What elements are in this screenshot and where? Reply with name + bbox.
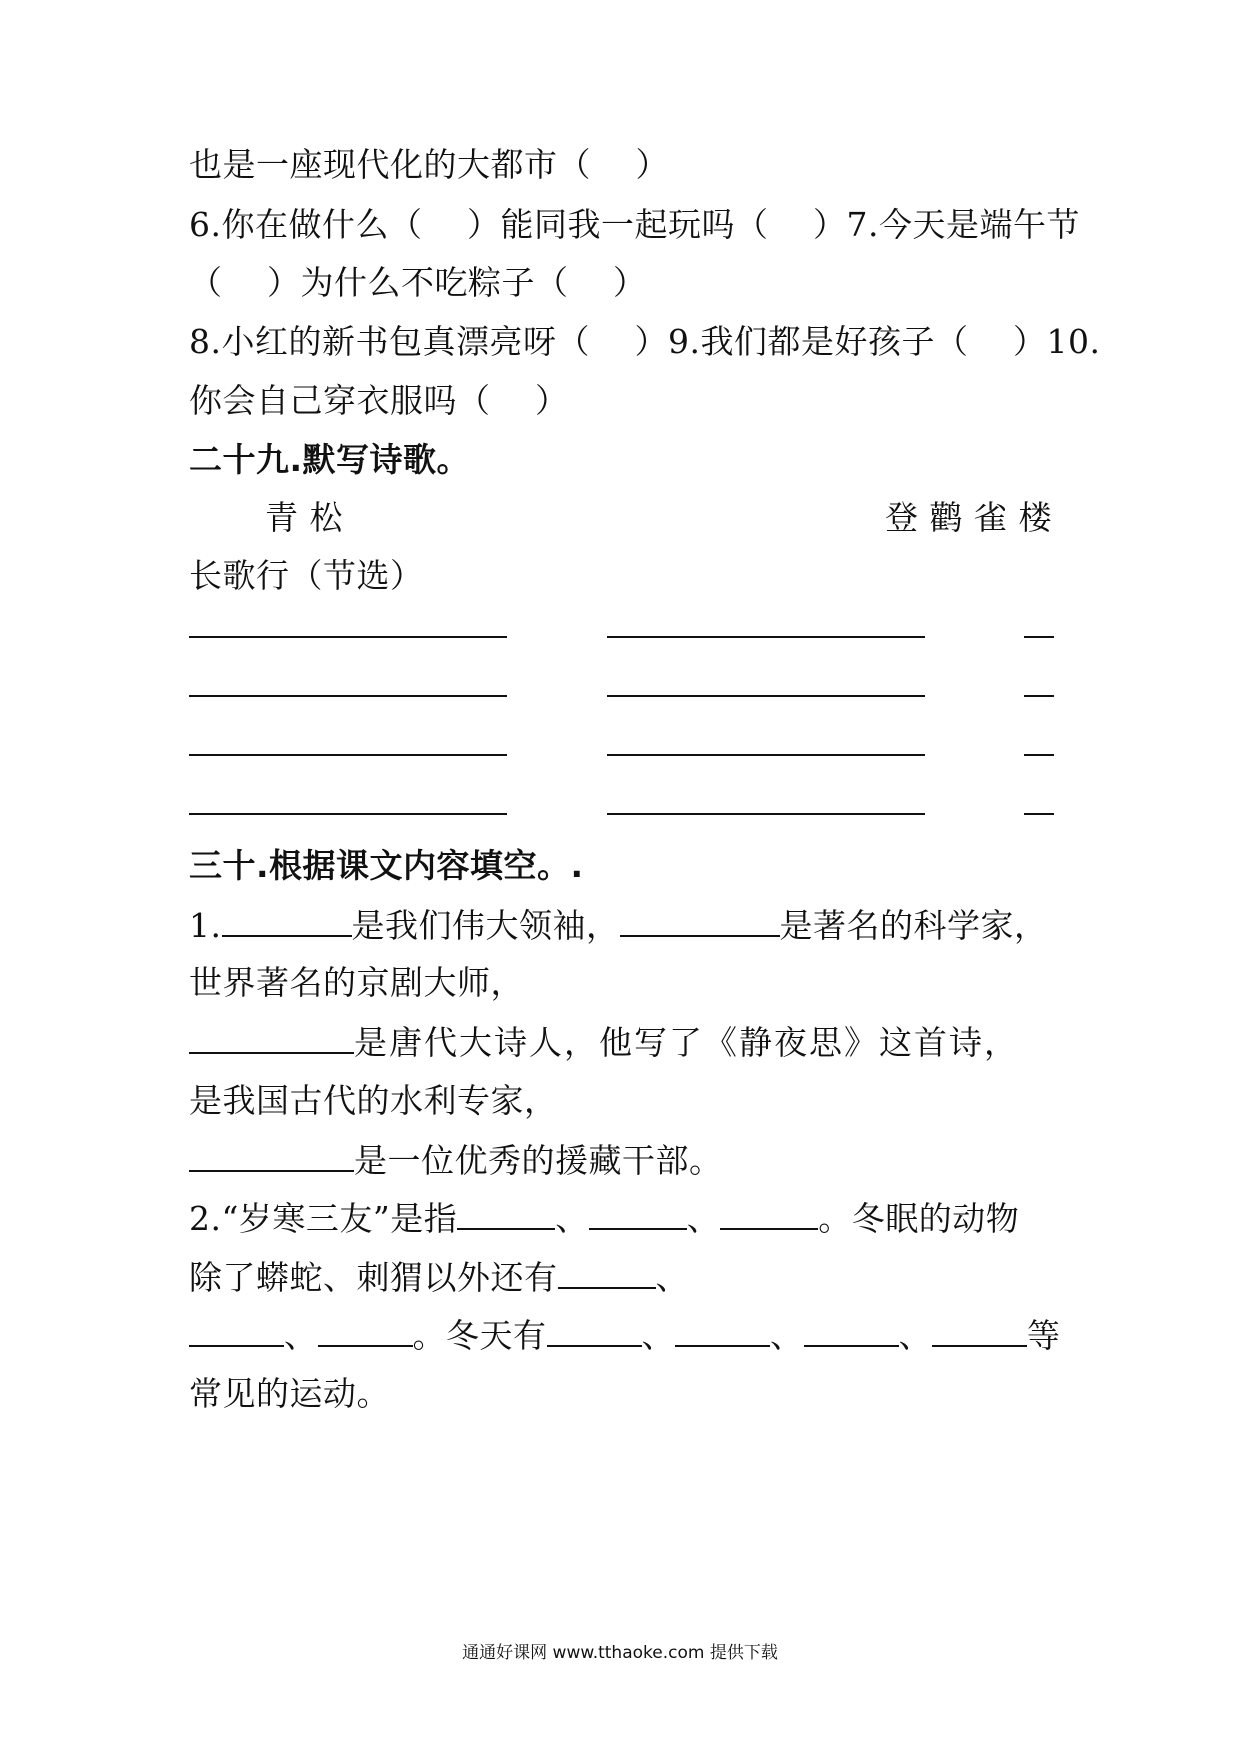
question-text: 是唐代大诗人，他写了《静夜思》这首诗， <box>354 1023 1019 1062</box>
text-line: 6.你在做什么（ ）能同我一起玩吗（ ）7.今天是端午节 <box>189 205 1080 244</box>
page-footer: 通通好课网 www.tthaoke.com 提供下载 <box>462 1643 778 1663</box>
question-text: 2.“岁寒三友”是指 <box>189 1199 458 1238</box>
writing-line[interactable] <box>607 813 925 815</box>
question-2-line-3 <box>189 1315 1061 1356</box>
fill-blank[interactable] <box>558 1257 656 1289</box>
question-2-line-4: 常见的运动。 <box>189 1374 390 1413</box>
question-text: 。冬眠的动物 <box>818 1199 1020 1238</box>
fill-blank[interactable] <box>318 1315 413 1347</box>
question-2-line-2 <box>189 1257 689 1298</box>
writing-line[interactable] <box>607 695 925 697</box>
writing-line[interactable] <box>1024 754 1054 756</box>
writing-line[interactable] <box>189 636 507 638</box>
text-line: 也是一座现代化的大都市（ ） <box>189 145 669 184</box>
writing-line[interactable] <box>189 813 507 815</box>
separator: 、 <box>898 1316 932 1355</box>
question-2-line-1 <box>189 1198 1019 1239</box>
question-1-line-5 <box>189 1140 723 1181</box>
text-line: （ ）为什么不吃粽子（ ） <box>189 263 647 302</box>
separator: 、 <box>770 1316 804 1355</box>
poem-title-dengguanquelou: 登 鹳 雀 楼 <box>885 498 1052 537</box>
writing-line[interactable] <box>607 754 925 756</box>
fill-blank[interactable] <box>804 1315 899 1347</box>
fill-blank[interactable] <box>222 905 352 937</box>
fill-blank[interactable] <box>189 1022 354 1054</box>
question-1-line-2: 世界著名的京剧大师， <box>189 963 524 1002</box>
separator: 、 <box>655 1258 689 1297</box>
fill-blank[interactable] <box>620 905 780 937</box>
separator: 、 <box>641 1316 675 1355</box>
question-1-line-3 <box>189 1022 1019 1063</box>
separator: 、 <box>686 1199 721 1238</box>
writing-line[interactable] <box>607 636 925 638</box>
writing-line[interactable] <box>1024 636 1054 638</box>
separator: 、 <box>284 1316 318 1355</box>
writing-line[interactable] <box>1024 813 1054 815</box>
question-text: 除了蟒蛇、刺猬以外还有 <box>189 1258 558 1297</box>
question-text: 是著名的科学家， <box>779 906 1048 945</box>
fill-blank[interactable] <box>189 1315 284 1347</box>
text-line: 你会自己穿衣服吗（ ） <box>189 381 569 420</box>
question-1-line-4: 是我国古代的水利专家， <box>189 1081 558 1120</box>
poem-title-qingsong: 青 松 <box>265 498 343 537</box>
question-number: 1. <box>189 906 222 945</box>
section-29-heading: 二十九.默写诗歌。 <box>189 440 471 479</box>
fill-blank[interactable] <box>932 1315 1027 1347</box>
question-1-line-1 <box>189 905 1048 946</box>
fill-blank[interactable] <box>589 1198 687 1230</box>
question-text: 是我们伟大领袖， <box>351 906 620 945</box>
writing-line[interactable] <box>189 695 507 697</box>
question-text: 。冬天有 <box>412 1316 547 1355</box>
question-text: 是一位优秀的援藏干部。 <box>354 1141 723 1180</box>
writing-line[interactable] <box>1024 695 1054 697</box>
poem-title-changgexing: 长歌行（节选） <box>189 556 424 595</box>
text-line: 8.小红的新书包真漂亮呀（ ）9.我们都是好孩子（ ）10. <box>189 322 1101 361</box>
section-30-heading: 三十.根据课文内容填空。. <box>189 846 584 885</box>
writing-line[interactable] <box>189 754 507 756</box>
fill-blank[interactable] <box>457 1198 555 1230</box>
fill-blank[interactable] <box>720 1198 818 1230</box>
fill-blank[interactable] <box>189 1140 354 1172</box>
fill-blank[interactable] <box>675 1315 770 1347</box>
question-text: 等 <box>1027 1316 1061 1355</box>
fill-blank[interactable] <box>547 1315 642 1347</box>
separator: 、 <box>555 1199 589 1238</box>
